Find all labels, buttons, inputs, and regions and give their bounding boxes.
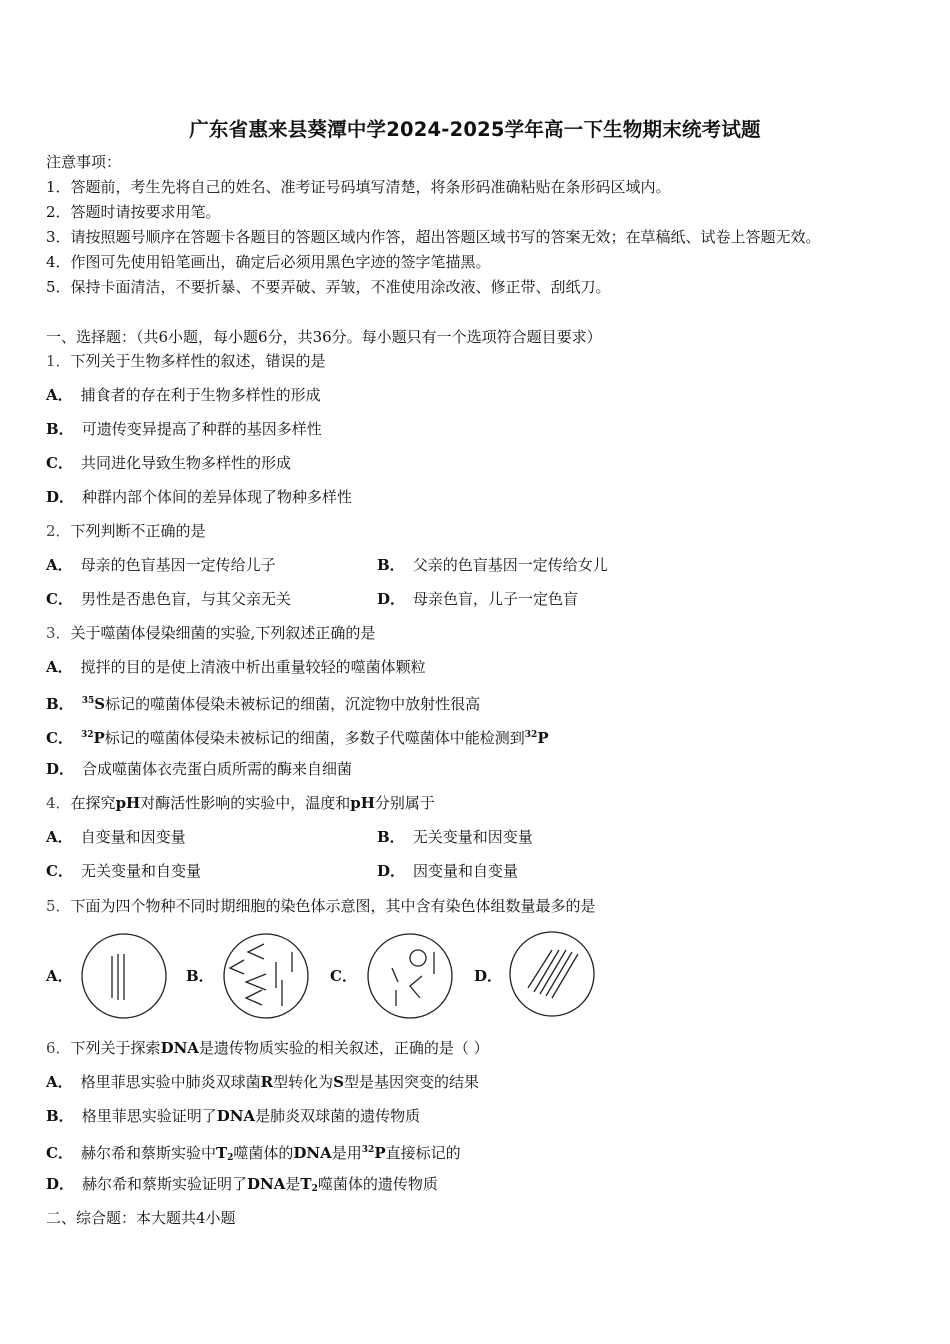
- q4-option-a[interactable]: A． 自变量和因变量: [46, 828, 186, 846]
- q3-option-d[interactable]: D． 合成噬菌体衣壳蛋白质所需的酶来自细菌: [46, 760, 353, 778]
- q2-option-c[interactable]: C． 男性是否患色盲，与其父亲无关: [46, 590, 291, 608]
- q5-cell-c-diagram: [366, 932, 454, 1020]
- section2-heading: 二、综合题：本大题共4小题: [46, 1209, 236, 1227]
- q5-stem-text: 下面为四个物种不同时期细胞的染色体示意图，其中含有染色体组数量最多的是: [70, 897, 596, 915]
- q6-option-d[interactable]: D． 赫尔希和蔡斯实验证明了DNA是$T_2$噬菌体的遗传物质: [46, 1175, 438, 1194]
- q1-stem-text: 下列关于生物多样性的叙述，错误的是: [70, 352, 326, 370]
- q5-cell-b-diagram: [222, 932, 310, 1020]
- q1-stem: [46, 351, 326, 371]
- q4-option-c[interactable]: C． 无关变量和自变量: [46, 862, 201, 880]
- q5-stem: [46, 896, 596, 916]
- q3-option-c[interactable]: C． $^{32}$P标记的噬菌体侵染未被标记的细菌，多数子代噬菌体中能检测到$^{32}$P: [46, 729, 549, 747]
- q4-stem: 4．在探究pH对酶活性影响的实验中，温度和pH分别属于: [46, 794, 435, 812]
- q5-cell-d-diagram: [508, 930, 596, 1018]
- notice-item-4: 4．作图可先使用铅笔画出，确定后必须用黑色字迹的签字笔描黑。: [46, 253, 491, 271]
- q2-option-a[interactable]: A． 母亲的色盲基因一定传给儿子: [46, 556, 276, 574]
- q6-option-a[interactable]: A． 格里菲思实验中肺炎双球菌R型转化为S型是基因突变的结果: [46, 1073, 479, 1091]
- q3-stem: [46, 623, 375, 643]
- q1-option-c[interactable]: C． 共同进化导致生物多样性的形成: [46, 454, 291, 472]
- q6-stem: 6．下列关于探索DNA是遗传物质实验的相关叙述，正确的是（ ）: [46, 1039, 489, 1057]
- q5-number: 5．: [46, 897, 71, 915]
- q4-option-d[interactable]: D． 因变量和自变量: [377, 862, 519, 880]
- q5-label-d[interactable]: D．: [474, 967, 503, 985]
- q5-label-a[interactable]: A．: [46, 967, 73, 985]
- notice-item-3: 3．请按照题号顺序在答题卡各题目的答题区域内作答，超出答题区域书写的答案无效；在草稿纸、试卷上答题无效。: [46, 228, 821, 246]
- q2-option-d[interactable]: D． 母亲色盲，儿子一定色盲: [377, 590, 579, 608]
- q4-option-b[interactable]: B． 无关变量和因变量: [377, 828, 533, 846]
- notice-item-1: 1．答题前，考生先将自己的姓名、准考证号码填写清楚，将条形码准确粘贴在条形码区域内。: [46, 178, 671, 196]
- q6-number: 6．: [46, 1039, 71, 1057]
- q2-stem-text: 下列判断不正确的是: [70, 522, 206, 540]
- q3-stem-text: 关于噬菌体侵染细菌的实验,下列叙述正确的是: [70, 624, 376, 642]
- q2-option-b[interactable]: B． 父亲的色盲基因一定传给女儿: [377, 556, 608, 574]
- q3-option-b[interactable]: B． $^{35}$S标记的噬菌体侵染未被标记的细菌，沉淀物中放射性很高: [46, 695, 481, 713]
- q2-number: 2．: [46, 522, 71, 540]
- q1-option-d[interactable]: D． 种群内部个体间的差异体现了物种多样性: [46, 488, 353, 506]
- q3-option-a[interactable]: A． 搅拌的目的是使上清液中析出重量较轻的噬菌体颗粒: [46, 658, 426, 676]
- q1-option-a[interactable]: A． 捕食者的存在利于生物多样性的形成: [46, 386, 321, 404]
- page-title: 广东省惠来县葵潭中学2024-2025学年高一下生物期末统考试题: [189, 118, 761, 141]
- q3-number: 3．: [46, 624, 71, 642]
- q2-stem: [46, 521, 206, 541]
- q1-option-b[interactable]: B． 可遗传变异提高了种群的基因多样性: [46, 420, 322, 438]
- notice-item-5: 5．保持卡面清洁，不要折暴、不要弄破、弄皱，不准使用涂改液、修正带、刮纸刀。: [46, 278, 611, 296]
- q5-label-c[interactable]: C．: [330, 967, 357, 985]
- q6-option-b[interactable]: B． 格里菲思实验证明了DNA是肺炎双球菌的遗传物质: [46, 1107, 421, 1125]
- q4-number: 4．: [46, 794, 71, 812]
- notice-item-2: 2．答题时请按要求用笔。: [46, 203, 221, 221]
- notice-heading: 注意事项：: [46, 153, 122, 171]
- q5-cell-a-diagram: [80, 932, 168, 1020]
- q5-label-b[interactable]: B．: [186, 967, 214, 985]
- section1-heading: 一、选择题：（共6小题，每小题6分，共36分。每小题只有一个选项符合题目要求）: [46, 328, 602, 346]
- q1-number: 1．: [46, 352, 71, 370]
- q6-option-c[interactable]: C． 赫尔希和蔡斯实验中$T_2$噬菌体的DNA是用$^{32}$P直接标记的: [46, 1144, 461, 1163]
